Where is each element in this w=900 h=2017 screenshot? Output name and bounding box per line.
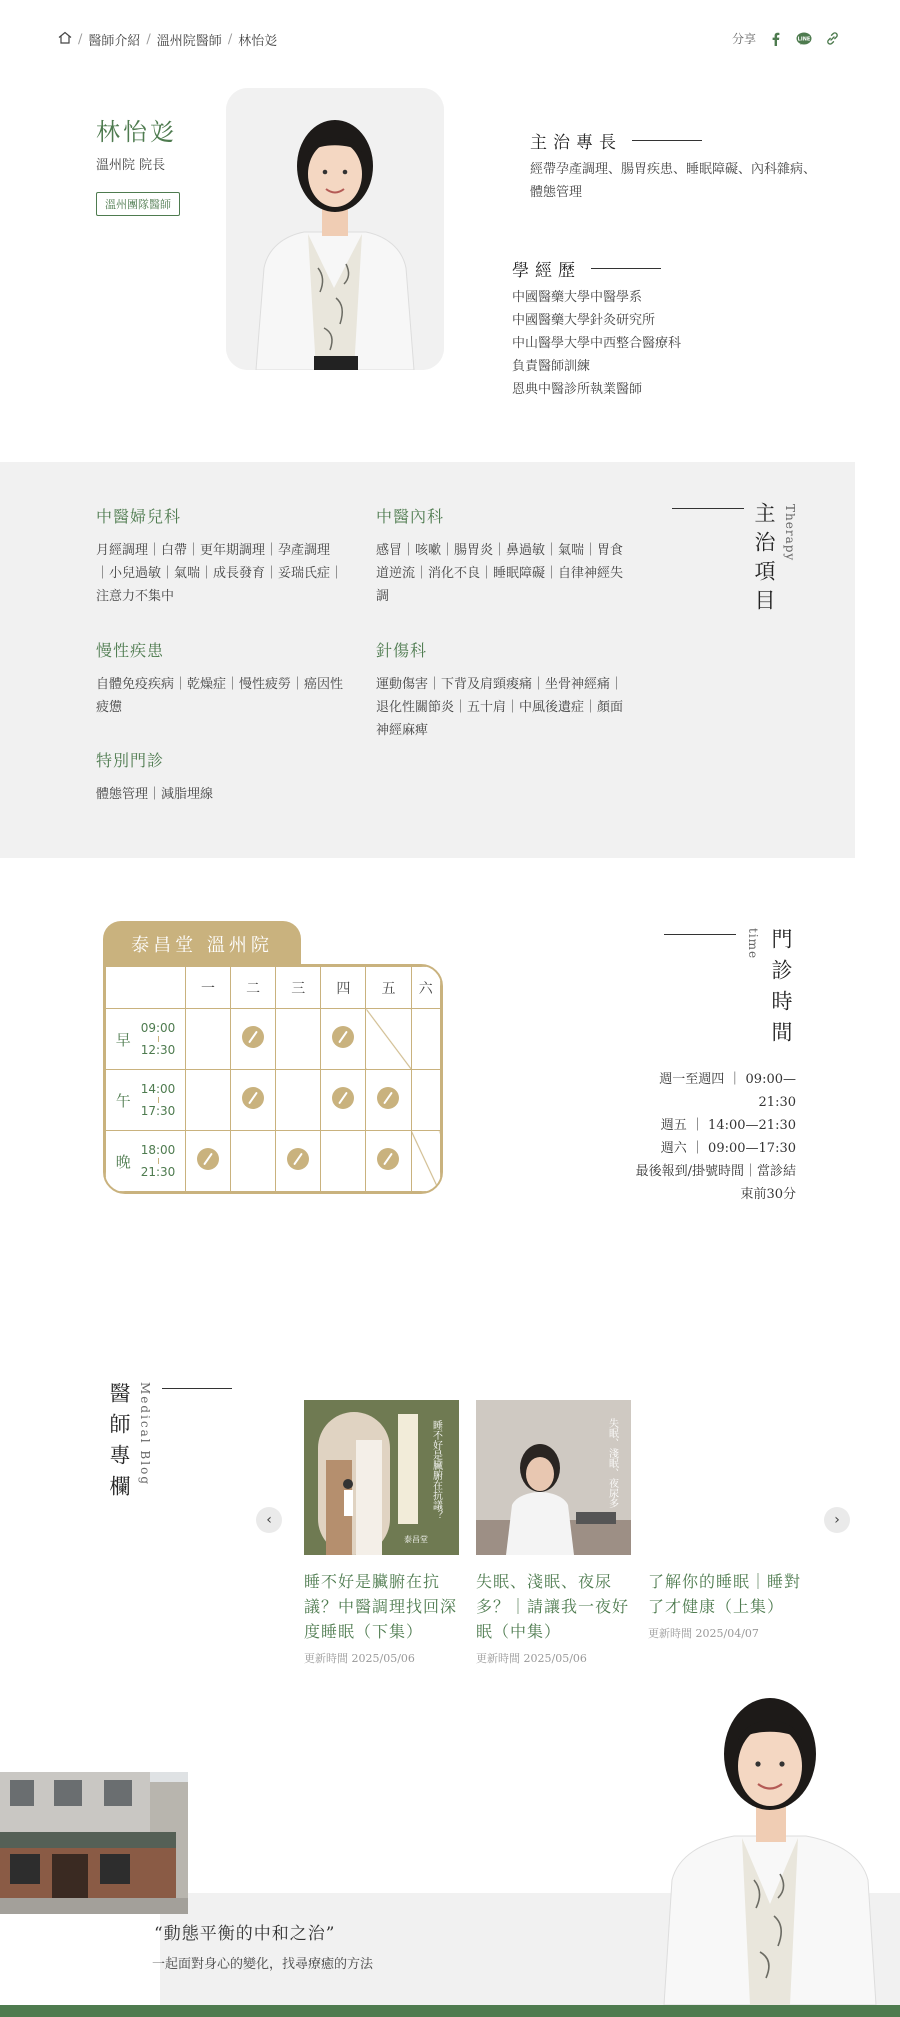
slot-closed: [411, 1131, 440, 1192]
therapy-category-acupuncture: [376, 638, 626, 742]
blog-title-en: Medical Blog: [138, 1382, 152, 1486]
line-icon[interactable]: [796, 31, 812, 47]
period-label: 晚: [115, 1152, 131, 1171]
footer-subtitle: 一起面對身心的變化，找尋療癒的方法: [152, 1957, 374, 1972]
blog-card[interactable]: [648, 1555, 803, 1641]
period-cell: [106, 1070, 186, 1131]
hours-title-en: time: [746, 928, 760, 960]
breadcrumb-item-doctors[interactable]: 醫師介紹: [88, 34, 141, 49]
slot-open: [231, 1009, 276, 1070]
period-end: 12:30: [140, 1043, 176, 1057]
breadcrumb-separator: /: [146, 32, 151, 47]
home-icon[interactable]: [58, 31, 72, 48]
blog-thumbnail[interactable]: [476, 1400, 631, 1555]
slot-open: [366, 1131, 411, 1192]
slot-open: [366, 1070, 411, 1131]
therapy-category-chronic: [96, 638, 346, 719]
hours-line: 週五 ｜ 14:00—21:30: [660, 1118, 796, 1133]
schedule-row-evening: [106, 1131, 441, 1192]
breadcrumb-separator: /: [78, 32, 83, 47]
slot-open: [321, 1009, 366, 1070]
therapy-category-internal: [376, 504, 626, 608]
breadcrumb-item-current: 林怡彣: [238, 34, 278, 49]
blog-card-date: 更新時間 2025/04/07: [648, 1627, 759, 1640]
blog-card-title[interactable]: 了解你的睡眠｜睡對了才健康（上集）: [648, 1572, 802, 1616]
slot-open: [231, 1070, 276, 1131]
thumbnail-caption: 失眠、淺眠、夜尿多: [606, 1418, 618, 1508]
clinic-building-photo: [0, 1772, 188, 1914]
clinic-tab: 泰昌堂 溫州院: [103, 921, 301, 967]
specialty-heading-text: 主治專長: [530, 133, 622, 153]
day-header: 二: [231, 967, 276, 1009]
slot-empty: [411, 1009, 440, 1070]
thumbnail-brand: 泰昌堂: [404, 1535, 428, 1544]
open-slot-icon: [242, 1026, 264, 1048]
day-header: 六: [411, 967, 440, 1009]
hours-line: 週六 ｜ 09:00—17:30: [660, 1141, 796, 1156]
blog-card-title[interactable]: 睡不好是臟腑在抗議？中醫調理找回深度睡眠（下集）: [304, 1572, 458, 1641]
blog-title-block: [104, 1382, 152, 1506]
education-item: 中山醫學大學中西整合醫療科: [512, 336, 682, 351]
bottom-bar: [0, 2005, 900, 2017]
education-item: 負責醫師訓練: [512, 359, 591, 374]
therapy-category-title: 中醫內科: [376, 507, 445, 526]
breadcrumb-item-wenzhou-doctors[interactable]: 溫州院醫師: [156, 34, 222, 49]
day-header: 一: [186, 967, 231, 1009]
doctor-photo: [226, 88, 444, 370]
hours-title: 門診時間: [769, 928, 793, 1052]
hours-line: 束前30分: [740, 1187, 796, 1202]
blog-card-title[interactable]: 失眠、淺眠、夜尿多？｜請讓我一夜好眠（中集）: [476, 1572, 630, 1641]
hours-title-line: [664, 934, 736, 935]
schedule-row-afternoon: [106, 1070, 441, 1131]
slot-empty: [186, 1009, 231, 1070]
open-slot-icon: [287, 1148, 309, 1170]
therapy-section: [0, 462, 855, 858]
blog-card-date: 更新時間 2025/05/06: [476, 1652, 587, 1665]
hours-line: 最後報到/掛號時間｜當診結: [635, 1164, 796, 1179]
hours-title-block: [746, 928, 796, 1052]
education-item: 恩典中醫診所執業醫師: [512, 382, 643, 397]
slot-empty: [321, 1131, 366, 1192]
therapy-category-gyn-ped: [96, 504, 346, 608]
blog-thumbnail[interactable]: [304, 1400, 459, 1555]
slot-empty: [276, 1070, 321, 1131]
hours-line: 週一至週四 ｜ 09:00—: [659, 1072, 796, 1087]
blog-title: 醫師專欄: [107, 1382, 131, 1506]
chevron-left-icon[interactable]: ‹: [256, 1507, 282, 1533]
footer-quote: “動態平衡的中和之治”: [154, 1924, 336, 1944]
open-slot-icon: [332, 1026, 354, 1048]
schedule-corner: [106, 967, 186, 1009]
period-start: 18:00: [140, 1143, 176, 1157]
svg-text:LINE: LINE: [797, 36, 811, 43]
therapy-title: 主治項目: [752, 502, 776, 618]
breadcrumb: [58, 30, 277, 49]
schedule-table: [103, 964, 443, 1194]
education-list: [512, 286, 681, 401]
therapy-category-title: 中醫婦兒科: [96, 507, 182, 526]
hours-list: [596, 1068, 796, 1206]
day-header: 五: [366, 967, 411, 1009]
specialty-heading: [530, 128, 702, 153]
blog-card[interactable]: [476, 1400, 631, 1666]
slot-open: [276, 1131, 321, 1192]
share-label: 分享: [731, 32, 756, 46]
therapy-category-title: 慢性疾患: [96, 641, 165, 660]
therapy-title-en: Therapy: [783, 504, 797, 562]
education-item: 中國醫藥大學中醫學系: [512, 290, 643, 305]
chevron-right-icon[interactable]: ›: [824, 1507, 850, 1533]
schedule-row-morning: [106, 1009, 441, 1070]
education-heading: [512, 256, 661, 281]
day-header: 三: [276, 967, 321, 1009]
therapy-title-block: [749, 502, 797, 618]
education-item: 中國醫藥大學針灸研究所: [512, 313, 656, 328]
period-end: 21:30: [140, 1165, 176, 1179]
slot-closed: [366, 1009, 411, 1070]
therapy-category-text: 自體免疫疾病｜乾燥症｜慢性疲勞｜癌因性疲憊: [96, 677, 344, 715]
open-slot-icon: [377, 1087, 399, 1109]
period-label: 早: [115, 1030, 131, 1049]
blog-card[interactable]: [304, 1400, 459, 1666]
doctor-name: 林怡彣: [96, 118, 177, 146]
breadcrumb-separator: /: [227, 32, 233, 47]
period-label: 午: [115, 1091, 131, 1110]
doctor-portrait: [650, 1690, 890, 2005]
slot-empty: [186, 1070, 231, 1131]
therapy-category-title: 針傷科: [376, 641, 428, 660]
period-end: 17:30: [140, 1104, 176, 1118]
therapy-category-special: [96, 748, 346, 806]
thumbnail-caption: 睡不好是臟腑在抗議？: [430, 1420, 442, 1520]
open-slot-icon: [197, 1148, 219, 1170]
therapy-category-text: 體態管理｜減脂埋線: [96, 787, 214, 802]
period-start: 09:00: [140, 1021, 176, 1035]
facebook-icon[interactable]: [768, 31, 784, 47]
heading-underline: [591, 268, 661, 269]
open-slot-icon: [377, 1148, 399, 1170]
hours-line: 21:30: [758, 1095, 796, 1110]
therapy-category-text: 月經調理｜白帶｜更年期調理｜孕產調理 ｜小兒過敏｜氣喘｜成長發育｜妥瑞氏症｜注意力不集中: [96, 543, 344, 604]
education-heading-text: 學經歷: [512, 261, 581, 281]
schedule-header-row: [106, 967, 441, 1009]
therapy-category-text: 運動傷害｜下背及肩頸痠痛｜坐骨神經痛｜退化性關節炎｜五十肩｜中風後遺症｜顏面神經麻痺: [376, 677, 624, 738]
slot-empty: [276, 1009, 321, 1070]
blog-title-line: [162, 1388, 232, 1389]
day-header: 四: [321, 967, 366, 1009]
period-cell: [106, 1131, 186, 1192]
period-start: 14:00: [140, 1082, 176, 1096]
share-bar: [732, 30, 840, 47]
doctor-title: 溫州院 院長: [96, 158, 166, 173]
open-slot-icon: [332, 1087, 354, 1109]
period-cell: [106, 1009, 186, 1070]
therapy-title-line: [672, 508, 744, 509]
heading-underline: [632, 140, 702, 141]
therapy-category-text: 感冒｜咳嗽｜腸胃炎｜鼻過敏｜氣喘｜胃食道逆流｜消化不良｜睡眠障礙｜自律神經失調: [376, 543, 624, 604]
slot-empty: [411, 1070, 440, 1131]
slot-open: [186, 1131, 231, 1192]
therapy-category-title: 特別門診: [96, 751, 165, 770]
link-icon[interactable]: [824, 31, 840, 47]
specialty-text: 經帶孕產調理、腸胃疾患、睡眠障礙、內科雜病、體態管理: [530, 162, 817, 200]
slot-open: [321, 1070, 366, 1131]
slot-empty: [231, 1131, 276, 1192]
open-slot-icon: [242, 1087, 264, 1109]
team-badge: 溫州團隊醫師: [96, 192, 180, 216]
blog-card-date: 更新時間 2025/05/06: [304, 1652, 415, 1665]
